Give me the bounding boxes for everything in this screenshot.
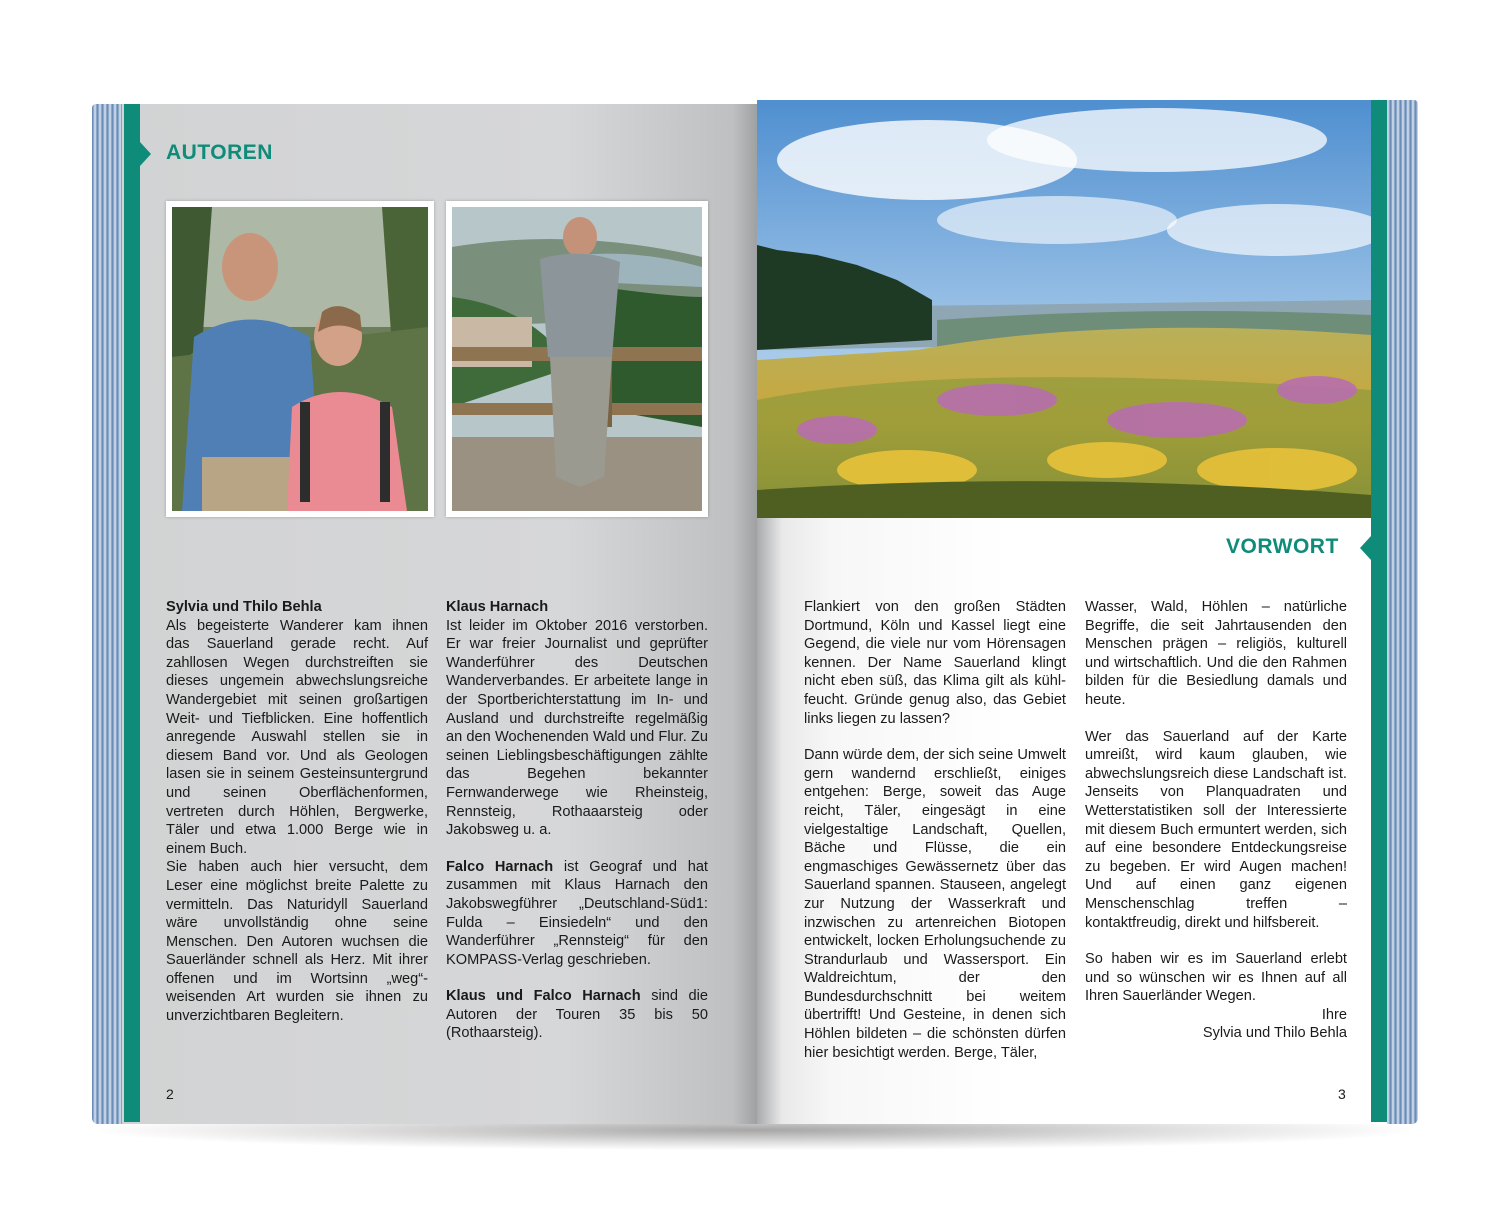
- landscape-image: [757, 100, 1371, 518]
- signature-names: Sylvia und Thilo Behla: [1202, 1025, 1347, 1042]
- landscape-photo: [757, 100, 1371, 518]
- left-title-marker: [140, 142, 151, 166]
- author-heading-harnach: Klaus Harnach: [446, 599, 549, 615]
- foreword-title: VORWORT: [1226, 535, 1339, 558]
- foreword-column-1: [804, 598, 1066, 1062]
- harnach-duo-name: Klaus und Falco Harnach: [446, 988, 641, 1005]
- right-accent-strip: [1371, 100, 1387, 1122]
- foreword-para-3: Wasser, Wald, Höhlen – natürliche Begriffe, die seit Jahrtausenden den Menschen prägen – religiös, kulturell und wirtschaftlich. Und die den Rahmen bilden für die Besiedlung damals und heute.: [1085, 599, 1347, 708]
- behla-bio-1: Als begeisterte Wanderer kam ihnen das Sauerland gerade recht. Auf zahllosen Wegen durchstreiften sie dieses ungemein abwechslungsreiche Wandergebiet mit seinen großartigen Weit- und Tiefblicken. Eine hoffentlich anregende Auswahl stellen sie in diesem Band vor. Und als Geologen lasen sie in seinem Gesteinsuntergrund und seinen Oberflächenformen, vertreten durch Höhlen, Bergwerke, Täler und etwa 1.000 Berge wie in einem Buch.: [166, 617, 428, 857]
- foreword-column-2: [1085, 598, 1347, 1043]
- authors-column-1: [166, 598, 428, 1026]
- page-number-right: 3: [1338, 1086, 1346, 1102]
- photo-klaus-harnach: [446, 201, 708, 517]
- photo-couple-image: [172, 207, 428, 511]
- foreword-para-4: Wer das Sauerland auf der Karte umreißt, wird kaum glauben, wie abwechslungsreich diese Landschaft ist. Jenseits von Planquadraten und Wetterstatistiken soll der Interessierte mit diesem Buch ermuntert werden, sich auf eine besondere Entdeckungsreise zu begeben. Er wird Augen machen! Und auf einen ganz eigenen Menschenschlag treffen – kontaktfreudig, direkt und hilfsbereit.: [1085, 728, 1347, 931]
- foreword-para-2: Dann würde dem, der sich seine Umwelt gern wandernd erschließt, einiges entgehen: Berge, soweit das Auge reicht, Täler, eingesägt in eine vielgestaltige Landschaft, Quellen, Bäche und Flüsse, die ein engmaschiges Gewässernetz über das Sauerland spannen. Stauseen, angelegt zur Nutzung der Wasserkraft und inzwischen zu artenreichen Biotopen entwickelt, locken Erholungsuchende zu Strandurlaub und Wassersport. Ein Waldreichtum, der den Bundesdurchschnitt bei weitem übertrifft! Und Gesteine, in denen sich Höhlen bildeten – die schönsten dürfen hier besichtigt werden. Berge, Täler,: [804, 747, 1066, 1061]
- author-heading-behla: Sylvia und Thilo Behla: [166, 599, 322, 615]
- behla-bio-2: Sie haben auch hier versucht, dem Leser eine möglichst breite Palette zu vermitteln. Das Naturidyll Sauerland wäre unvollständig ohne seine Menschen. Den Autoren wuchsen die Sauerländer schnell als Herz. Mit ihrer offenen und im Wortsinn „weg“-weisenden Art wurden sie ihnen zu unverzichtbaren Begleitern.: [166, 859, 428, 1025]
- left-accent-strip: [124, 104, 140, 1122]
- signature-greeting: Ihre: [1321, 1006, 1347, 1023]
- page-edges-right: [1386, 100, 1418, 1124]
- photo-man-image: [452, 207, 702, 511]
- photo-sylvia-thilo: [166, 201, 434, 517]
- authors-column-2: [446, 598, 708, 1043]
- right-title-marker: [1360, 536, 1371, 560]
- page-edges-left: [92, 104, 122, 1124]
- falco-name: Falco Harnach: [446, 858, 554, 875]
- foreword-para-1: Flankiert von den großen Städten Dortmund, Köln und Kassel liegt eine Gegend, die viele nur vom Hörensagen kennen. Der Name Sauerland klingt nicht eben süß, das Klima gilt als kühl-feucht. Gründe genug also, das Gebiet links liegen zu lassen?: [804, 599, 1066, 727]
- authors-title: AUTOREN: [166, 141, 273, 164]
- foreword-para-5: So haben wir es im Sauerland erlebt und so wünschen wir es Ihnen auf all Ihren Sauerländer Wegen.: [1085, 951, 1347, 1005]
- harnach-bio: Ist leider im Oktober 2016 verstorben. Er war freier Journalist und geprüfter Wanderführer des Deutschen Wanderverbandes. Er arbeitete lange in der Sportberichterstattung im In- und Ausland und durchstreifte regelmäßig an den Wochenenden Wald und Flur. Zu seinen Lieblingsbeschäftigungen zählte das Begehen bekannter Fernwanderwege wie Rheinsteig, Rennsteig, Rothaaarsteig oder Jakobsweg u. a.: [446, 617, 708, 839]
- harnach-duo-bio: sind die Autoren der Touren 35 bis 50 (Rothaarsteig).: [446, 988, 708, 1042]
- page-number-left: 2: [166, 1086, 174, 1102]
- falco-bio: ist Geograf und hat zusammen mit Klaus Harnach den Jakobswegführer „Deutschland-Süd1: Fulda – Einsiedeln“ und den Wanderführer „Rennsteig“ für den KOMPASS-Verlag geschrieben.: [446, 858, 708, 968]
